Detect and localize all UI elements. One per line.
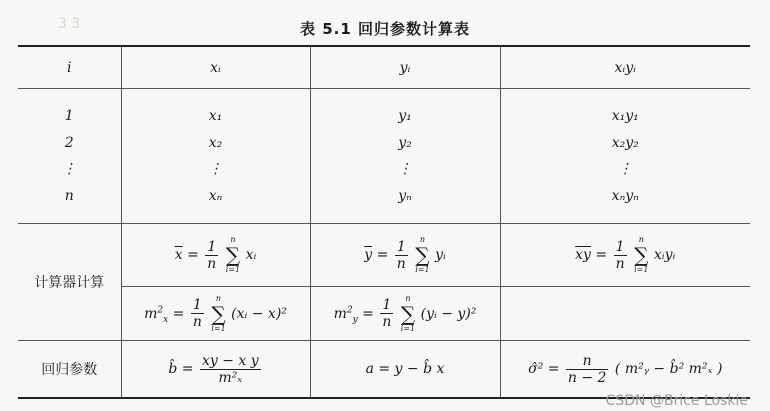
y-1: y₁ bbox=[398, 108, 412, 124]
regression-table bbox=[18, 45, 750, 399]
header-row bbox=[18, 46, 750, 89]
calc-row-variance bbox=[18, 287, 750, 341]
xybar-formula: $\overline{xy}$ = $\frac{1}{n}$ n ∑ i=1 xᵢyᵢ bbox=[500, 224, 750, 287]
index-cell bbox=[18, 89, 121, 224]
xy-1: x₁y₁ bbox=[611, 108, 639, 124]
calc-row-means bbox=[18, 224, 750, 287]
mx2-formula: $m^2_x$ = $\frac{1}{n}$ n ∑ i=1 (xᵢ − x)² bbox=[121, 287, 310, 341]
y-values-cell bbox=[310, 89, 500, 224]
data-row bbox=[18, 89, 750, 224]
ybar-formula: $\overline{y}$ = $\frac{1}{n}$ n ∑ i=1 yᵢ bbox=[310, 224, 500, 287]
xy-n: xₙyₙ bbox=[611, 187, 639, 204]
header-y: yᵢ bbox=[310, 46, 500, 89]
xy-dots: ⋮ bbox=[618, 161, 633, 177]
x-values-cell bbox=[121, 89, 310, 224]
index-dots: ⋮ bbox=[62, 161, 77, 177]
y-2: y₂ bbox=[398, 134, 412, 151]
y-n: yₙ bbox=[398, 187, 412, 204]
my2-formula: $m^2_y$ = $\frac{1}{n}$ n ∑ i=1 (yᵢ − y)² bbox=[310, 287, 500, 341]
index-1: 1 bbox=[64, 108, 74, 124]
watermark: CSDN @Brice Loskie bbox=[605, 393, 748, 409]
regression-row bbox=[18, 341, 750, 399]
xy-values-cell bbox=[500, 89, 750, 224]
index-2: 2 bbox=[64, 134, 74, 151]
empty-cell bbox=[500, 287, 750, 341]
y-dots: ⋮ bbox=[398, 161, 412, 177]
x-2: x₂ bbox=[208, 134, 223, 151]
calc-label: 计算器计算 bbox=[18, 224, 121, 341]
reg-label: 回归参数 bbox=[18, 341, 121, 399]
bleed-through-text: 3 3 bbox=[58, 16, 81, 32]
header-i: i bbox=[18, 46, 121, 89]
header-x: xᵢ bbox=[121, 46, 310, 89]
a-formula: a = y − b̂ x bbox=[310, 341, 500, 399]
header-xy: xᵢyᵢ bbox=[500, 46, 750, 89]
x-1: x₁ bbox=[208, 108, 223, 124]
x-dots: ⋮ bbox=[208, 161, 223, 177]
table-title: 表 5.1 回归参数计算表 bbox=[299, 20, 471, 38]
index-n: n bbox=[64, 187, 74, 204]
sigma-formula: σ̂² = $\frac{n}{n - 2}$ ( m²ᵧ − b̂² m²ₓ ) bbox=[500, 341, 750, 399]
xbar-formula: $\overline{x}$ = $\frac{1}{n}$ n ∑ i=1 xᵢ bbox=[121, 224, 310, 287]
b-formula: b̂ = $\frac{\text{xy − x y}}{\text{m²ₓ}}$ bbox=[121, 341, 310, 399]
xy-2: x₂y₂ bbox=[611, 134, 639, 151]
x-n: xₙ bbox=[208, 187, 223, 204]
